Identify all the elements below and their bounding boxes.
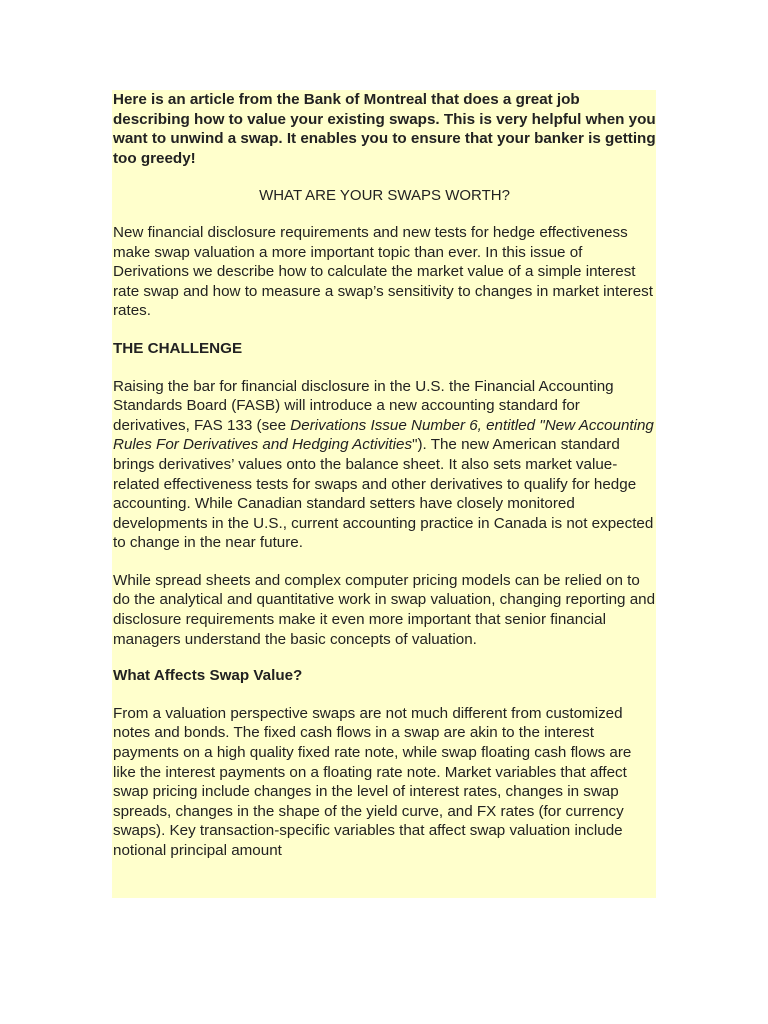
heading-challenge: THE CHALLENGE — [113, 339, 243, 357]
paragraph-fasb-end: "). The new American standard brings derivatives’ values onto the balance sheet. It also sets market value-related effectiveness tests for swaps and other derivatives to qualify for hedge accounting. While Canadian standard setters have closely monitored developments in the U.S., current accounting practice in Canada is not expected to change in the near future. — [113, 436, 654, 552]
intro-paragraph: Here is an article from the Bank of Montreal that does a great job describing how to value your existing swaps. This is very helpful when you want to unwind a swap. It enables you to ensure that your banker is getting too greedy! — [113, 91, 656, 167]
paragraph-fasb-citation: Derivations Issue Number 6, entitled "New Accounting Rules For Derivatives and Hedging Activities — [113, 416, 654, 454]
article-title: WHAT ARE YOUR SWAPS WORTH? — [259, 187, 510, 205]
document-page — [112, 90, 656, 898]
heading-affects-swap-value: What Affects Swap Value? — [113, 667, 303, 685]
paragraph-fasb — [113, 377, 656, 553]
paragraph-disclosure: New financial disclosure requirements and new tests for hedge effectiveness make swap valuation a more important topic than ever. In this issue of Derivations we describe how to calculate the market value of a simple interest rate swap and how to measure a swap’s sensitivity to changes in market interest rates. — [113, 223, 653, 320]
paragraph-fasb-start: Raising the bar for financial disclosure in the U.S. the Financial Accounting Standards Board (FASB) will introduce a new accounting standard for derivatives, FAS 133 (see — [113, 377, 614, 434]
article-body — [112, 90, 656, 861]
paragraph-valuation-perspective: From a valuation perspective swaps are not much different from customized notes and bonds. The fixed cash flows in a swap are akin to the interest payments on a high quality fixed rate note, while swap floating cash flows are like the interest payments on a floating rate note. Market variables that affect swap pricing include changes in the level of interest rates, changes in swap spreads, changes in the shape of the yield curve, and FX rates (for currency swaps). Key transaction-specific variables that affect swap valuation include notional principal amount — [113, 704, 632, 859]
paragraph-spreadsheets: While spread sheets and complex computer pricing models can be relied on to do the analytical and quantitative work in swap valuation, changing reporting and disclosure requirements make it even more important that senior financial managers understand the basic concepts of valuation. — [113, 571, 656, 648]
